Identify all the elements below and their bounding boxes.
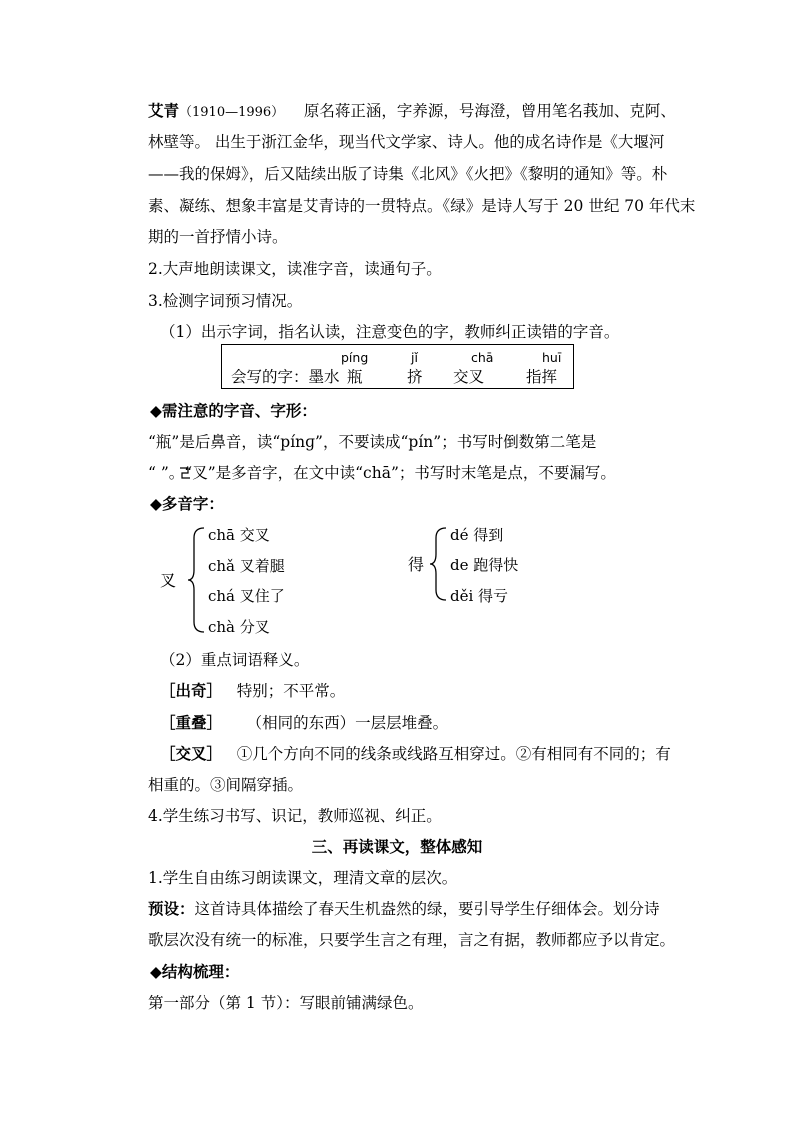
preset-line-1 (148, 898, 660, 920)
char-ji: 挤 (407, 368, 423, 386)
note-heading: ◆需注意的字音、字形： (150, 401, 317, 420)
author-years: （1910—1996） (179, 105, 285, 120)
step-3-1: （1）出示字词，指名认读，注意变色的字，教师纠正读错的字音。 (160, 323, 620, 341)
section-3-step-1: 1.学生自由练习朗读课文，理清文章的层次。 (148, 869, 458, 887)
poly-de-item-2: de 跑得快 (450, 556, 519, 574)
stroke-glyph-icon (178, 466, 192, 480)
vocab-def: （相同的东西）一层层堆叠。 (246, 714, 449, 732)
vocab-def: 特别；不平常。 (236, 682, 346, 700)
brace-cha-icon (186, 526, 206, 634)
polyphonic-heading: ◆多音字： (150, 494, 224, 513)
writing-characters-box (221, 344, 574, 389)
vocab-term: ［出奇］ (160, 681, 223, 700)
section-3-title: 三、再读课文，整体感知 (311, 837, 483, 856)
pinyin-hui: huī (542, 350, 562, 365)
vocab-item-chuqi (160, 680, 345, 702)
brace-de-icon (428, 526, 448, 602)
word-jiaocha: 交叉 (453, 368, 485, 386)
vocab-term: ［交叉］ (160, 744, 223, 763)
poly-cha-item-2: chǎ 叉着腿 (208, 557, 285, 575)
structure-heading: ◆结构梳理： (150, 962, 240, 981)
poly-de-item-1: dé 得到 (450, 526, 504, 544)
vocab-item-chongdie (160, 712, 448, 734)
author-intro-line-4: 素、凝练、想象丰富是艾青诗的一贯特点。《绿》是诗人写于 20 世纪 70 年代末 (148, 197, 696, 215)
note-line-2: “ ”。“叉”是多音字，在文中读“chā”；书写时末笔是点，不要漏写。 (148, 464, 616, 482)
author-intro-line-2: 林壁等。 出生于浙江金华，现当代文学家、诗人。他的成名诗作是《大堰河 (148, 133, 665, 151)
pinyin-cha: chā (471, 350, 494, 365)
vocab-def: ①几个方向不同的线条或线路互相穿过。②有相同有不同的；有 (236, 745, 671, 763)
step-4: 4.学生练习书写、识记，教师巡视、纠正。 (148, 807, 442, 825)
author-name: 艾青 (148, 101, 180, 120)
poly-cha-item-3: chá 叉住了 (208, 587, 285, 605)
word-zhihui: 指挥 (526, 368, 558, 386)
preset-line-2: 歌层次没有统一的标准，只要学生言之有理，言之有据，教师都应予以肯定。 (148, 931, 676, 949)
author-intro-line-3: ——我的保姆》，后又陆续出版了诗集《北风》《火把》《黎明的通知》等。朴 (148, 165, 668, 183)
note-line-1: “瓶”是后鼻音，读“pínɡ”，不要读成“pín”；书写时倒数第二笔是 (148, 433, 597, 451)
structure-part-1: 第一部分（第 1 节）：写眼前铺满绿色。 (148, 994, 424, 1012)
pinyin-ji: jǐ (411, 350, 418, 365)
poly-char-de: 得 (408, 555, 425, 574)
step-2: 2.大声地朗读课文，读准字音，读通句子。 (148, 260, 442, 278)
preset-text: 这首诗具体描绘了春天生机盎然的绿，要引导学生仔细体会。划分诗 (194, 900, 660, 918)
pinyin-ping: píng (341, 350, 369, 365)
poly-char-cha: 叉 (160, 571, 177, 590)
vocab-term: ［重叠］ (160, 713, 223, 732)
poly-cha-item-4: chà 分叉 (208, 618, 270, 636)
author-intro-text: 原名蒋正涵，字养源，号海澄，曾用笔名莪加、克阿、 (303, 102, 676, 120)
vocab-heading: （2）重点词语释义。 (160, 651, 310, 669)
author-intro-line-5: 期的一首抒情小诗。 (148, 228, 288, 246)
poly-cha-item-1: chā 交叉 (208, 526, 270, 544)
step-3: 3.检测字词预习情况。 (148, 292, 303, 310)
poly-de-item-3: děi 得亏 (450, 587, 509, 605)
preset-label: 预设： (148, 899, 195, 918)
vocab-continuation: 相重的。③间隔穿插。 (148, 776, 304, 794)
author-intro-line-1 (148, 100, 676, 124)
vocab-item-jiaocha (160, 743, 671, 765)
char-ping: 瓶 (347, 368, 363, 386)
charbox-label: 会写的字：墨水 (231, 368, 340, 386)
